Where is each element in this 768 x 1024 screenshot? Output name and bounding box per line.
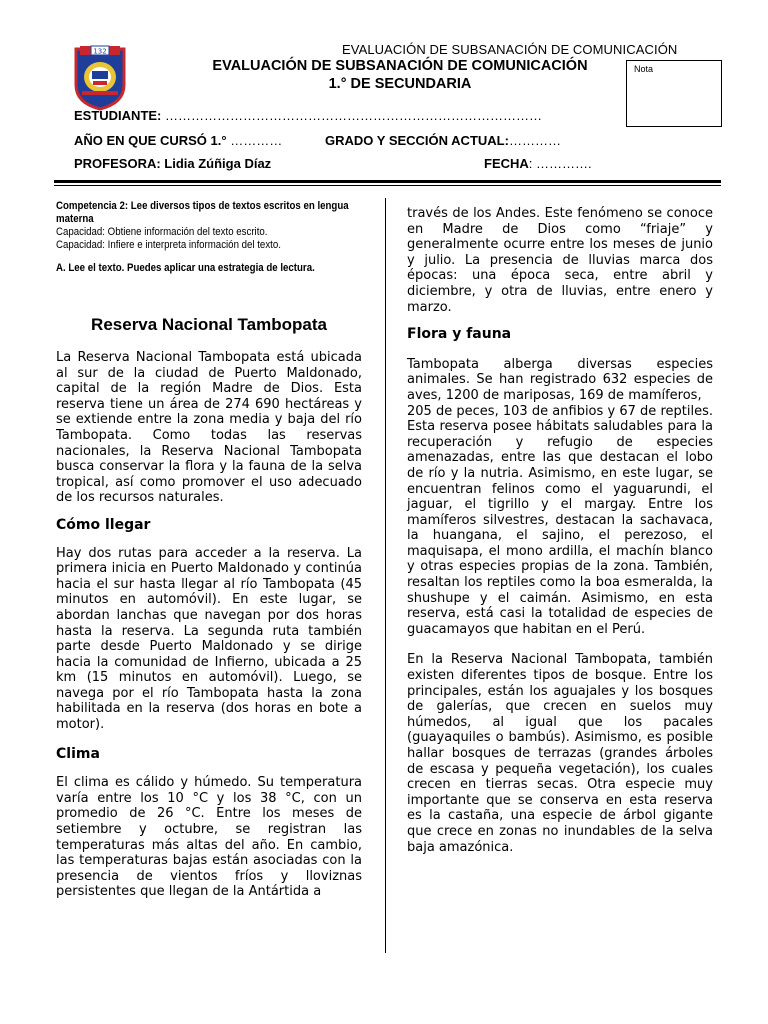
clima-continuation: través de los Andes. Este fenómeno se conoce en Madre de Dios como “friaje” y generalmente ocurre entre los meses de junio y julio. La presencia de lluvias marca dos épocas: una época seca, entre abril y diciembre, y otra de lluvias, entre enero y marzo.	[407, 206, 713, 315]
right-column	[407, 206, 713, 855]
grado-field[interactable]: …………	[508, 133, 561, 148]
flora-paragraph-2: 205 de peces, 103 de anfibios y 67 de reptiles. Esta reserva posee hábitats saludables para la recuperación y refugio de especies amenazadas, entre las que destacan el lobo de río y la nutria. Asimismo, en este lugar, se encuentran felinos como el yaguarundi, el jaguar, el tigrillo y el margay. Entre los mamíferos silvestres, destacan la sachavaca, la huangana, el sajino, el perezoso, el maquisapa, el mono ardilla, el machín blanco y otras especies propias de la zona. También, resaltan los reptiles como la boa esmeralda, la shushupe y el caimán. Asimismo, en esta reserva, está casi la totalidad de especies de guacamayos que habitan en el Perú.	[407, 403, 713, 637]
title-line-2: 1.° DE SECUNDARIA	[328, 76, 472, 92]
competencia-block	[56, 200, 362, 275]
ano-line	[74, 133, 282, 148]
clima-paragraph: El clima es cálido y húmedo. Su temperatura varía entre los 10 °C y los 38 °C, con un promedio de 26 °C. Entre los meses de setiembre y octubre, se registran las temperaturas más altas del año. En cambio, las temperaturas bajas están asociadas con la presencia de vientos fríos y lloviznas persistentes que llegan de la Antártida a	[56, 775, 362, 900]
flora-heading: Flora y fauna	[407, 326, 512, 343]
grado-label: GRADO Y SECCIÓN ACTUAL:	[325, 133, 509, 148]
school-logo	[74, 43, 126, 111]
como-llegar-paragraph: Hay dos rutas para acceder a la reserva. La primera inicia en Puerto Maldonado y continúa hacia el sur hasta llegar al río Tambopata (45 minutos en automóvil). En este lugar, se abordan lanchas que navegan por dos horas hasta la reserva. La segunda ruta también parte desde Puerto Maldonado y se dirige hacia la comunidad de Infierno, ubicada a 25 km (15 minutos en automóvil). Luego, se navega por el río Tambopata hasta la zona habilitada en la reserva (dos horas en bote a motor).	[56, 545, 362, 733]
capacidad-1: Capacidad: Obtiene información del texto escrito.	[56, 226, 268, 238]
estudiante-line	[74, 108, 542, 123]
title-line-1: EVALUACIÓN DE SUBSANACIÓN DE COMUNICACIÓN	[212, 58, 588, 74]
profesora-label: PROFESORA: Lidia Zúñiga Díaz	[74, 156, 272, 171]
como-llegar-heading: Cómo llegar	[56, 516, 151, 533]
estudiante-field[interactable]: ……………………………………………………………………………	[165, 108, 543, 123]
article-title: Reserva Nacional Tambopata	[91, 315, 327, 334]
fecha-line	[484, 156, 592, 171]
fecha-label: FECHA	[484, 156, 529, 171]
ano-label: AÑO EN QUE CURSÓ 1.°	[74, 133, 227, 148]
bosques-paragraph: En la Reserva Nacional Tambopata, también existen diferentes tipos de bosque. Entre los principales, están los aguajales y los bosques de galerías, que crecen en suelos muy húmedos, al igual que los pacales (guayaquiles o bambús). Asimismo, es posible hallar bosques de terrazas (grandes árboles de escasa y pequeña vegetación), los cuales crecen en tierras secas. Otra especie muy importante que se conserva en esta reserva es la castaña, una especie de árbol gigante que crece en zonas no inundables de la selva baja amazónica.	[407, 652, 713, 855]
header-divider-thin	[54, 185, 721, 186]
flora-paragraph-1: Tambopata alberga diversas especies animales. Se han registrado 632 especies de aves, 1200 de mariposas, 169 de mamíferos,	[407, 356, 713, 403]
nota-label: Nota	[634, 64, 654, 74]
capacidad-2: Capacidad: Infiere e interpreta información del texto.	[56, 239, 281, 251]
reading-instruction: A. Lee el texto. Puedes aplicar una estrategia de lectura.	[56, 262, 315, 274]
ano-field[interactable]: …………	[230, 133, 283, 148]
competencia-title: Competencia 2: Lee diversos tipos de textos escritos en lengua materna	[56, 200, 349, 225]
fecha-field[interactable]: : ………….	[528, 156, 592, 171]
clima-heading: Clima	[56, 745, 100, 762]
grado-line	[325, 133, 561, 148]
header-divider	[54, 180, 721, 183]
top-header-line: EVALUACIÓN DE SUBSANACIÓN DE COMUNICACIÓN	[342, 42, 678, 57]
evaluation-title	[150, 57, 650, 93]
column-divider	[385, 198, 386, 953]
intro-paragraph: La Reserva Nacional Tambopata está ubicada al sur de la ciudad de Puerto Maldonado, capital de la región Madre de Dios. Esta reserva tiene un área de 274 690 hectáreas y se extiende entre la zona media y baja del río Tambopata. Como todas las reservas nacionales, la Reserva Nacional Tambopata busca conservar la flora y la fauna de la selva tropical, así como promover el uso adecuado de los recursos naturales.	[56, 350, 362, 506]
logo-number: 132	[93, 47, 107, 56]
estudiante-label: ESTUDIANTE:	[74, 108, 162, 123]
left-column	[56, 350, 362, 900]
